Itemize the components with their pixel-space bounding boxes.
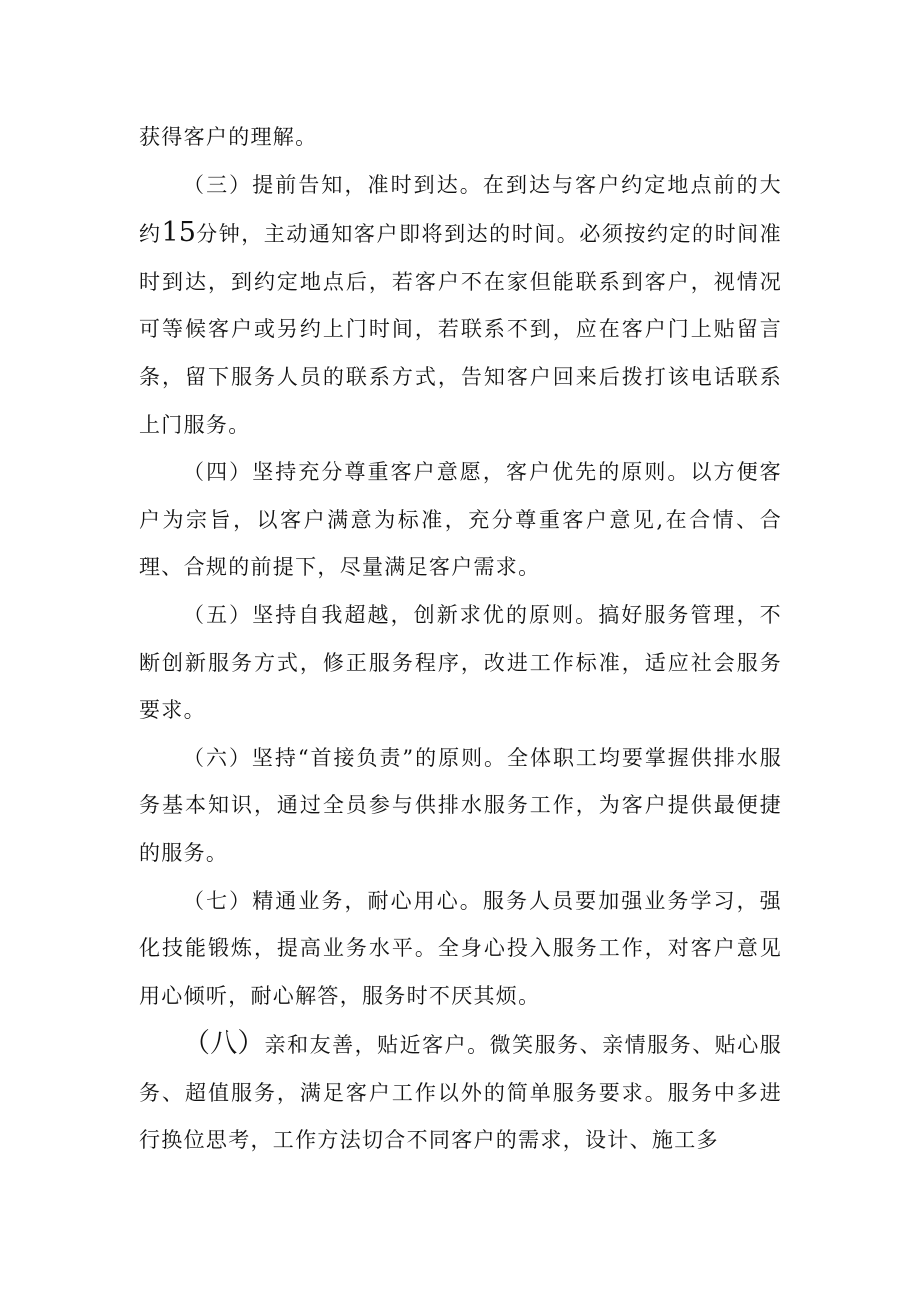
- paragraph-section-3: （三）提前告知，准时到达。在到达与客户约定地点前的大约15分钟，主动通知客户即将到达的时间。必须按约定的时间准时到达，到约定地点后，若客户不在家但能联系到客户，视情况可等候客户或另约上门时间，若联系不到，应在客户门上贴留言条，留下服务人员的联系方式，告知客户回来后拨打该电话联系上门服务。: [139, 172, 782, 437]
- paragraph-section-8: （八）亲和友善，贴近客户。微笑服务、亲情服务、贴心服务、超值服务，满足客户工作以外的简单服务要求。服务中多进行换位思考，工作方法切合不同客户的需求，设计、施工多: [139, 1028, 783, 1153]
- paragraph-section-7: （七）精通业务，耐心用心。服务人员要加强业务学习，强化技能锻炼，提高业务水平。全身心投入服务工作，对客户意见用心倾听，耐心解答，服务时不厌其烦。: [139, 888, 782, 1008]
- paragraph-section-4: （四）坚持充分尊重客户意愿，客户优先的原则。以方便客户为宗旨，以客户满意为标准，充分尊重客户意见,在合情、合理、合规的前提下，尽量满足客户需求。: [139, 460, 782, 580]
- paragraph-section-5: （五）坚持自我超越，创新求优的原则。搞好服务管理，不断创新服务方式，修正服务程序，改进工作标准，适应社会服务要求。: [139, 602, 782, 723]
- paragraph-continuation: 获得客户的理解。: [139, 125, 318, 149]
- section-marker-emphasis: （八）: [183, 1028, 265, 1060]
- numeral-emphasis: 15: [161, 217, 196, 249]
- paragraph-section-6: （六）坚持“首接负责”的原则。全体职工均要掌握供排水服务基本知识，通过全员参与供排水服务工作，为客户提供最便捷的服务。: [139, 745, 782, 865]
- document-body: [139, 114, 782, 1165]
